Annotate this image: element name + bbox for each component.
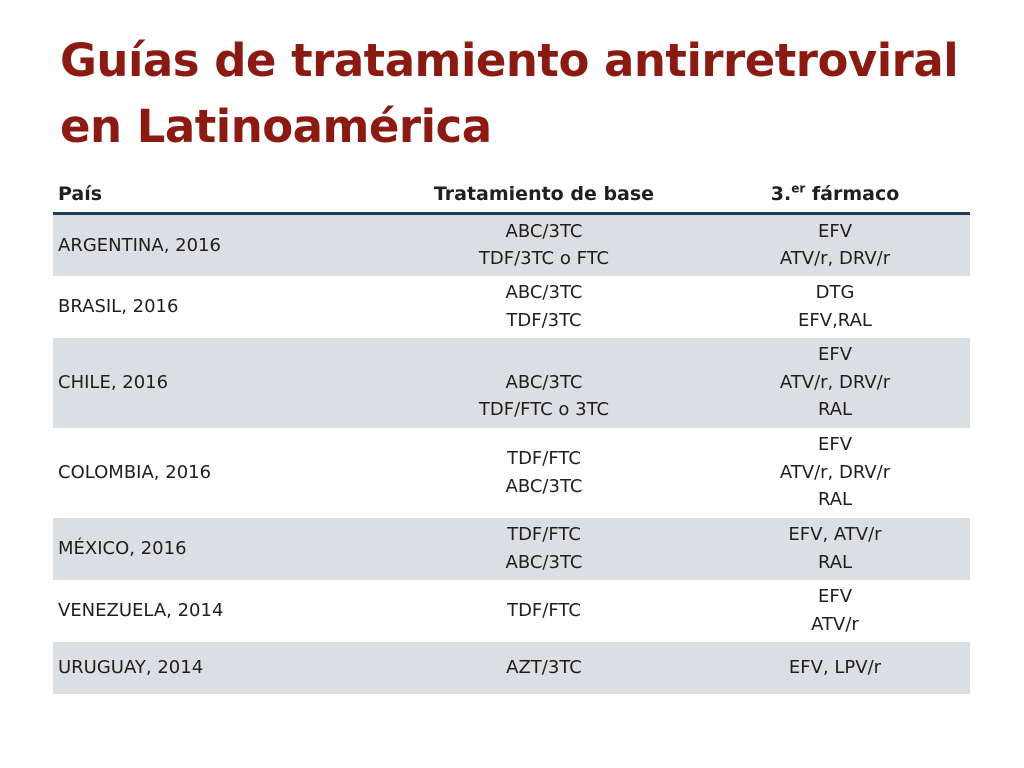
cell-line: EFV, ATV/r (788, 524, 882, 545)
cell-line: ABC/3TC (505, 371, 583, 393)
cell-tercer-farmaco (700, 518, 970, 580)
cell-line: EFV (817, 434, 853, 456)
cell-pais: CHILE, 2016 (53, 338, 388, 428)
slide-title (60, 28, 980, 160)
cell-tratamiento-base (388, 428, 700, 518)
table-row (53, 518, 970, 580)
cell-line: ATV/r (811, 613, 859, 635)
cell-line: ABC/3TC (505, 475, 583, 497)
table-row (53, 642, 970, 694)
cell-line: ABC/3TC (505, 220, 583, 242)
cell-line: ATV/r, DRV/r (779, 371, 891, 393)
cell-line: TDF/FTC (507, 448, 581, 469)
cell-line: TDF/FTC o 3TC (478, 399, 610, 421)
cell-line: RAL (817, 399, 853, 421)
cell-tercer-farmaco (700, 642, 970, 694)
cell-line: ABC/3TC (505, 282, 583, 303)
slide-title-line-2: en Latinoamérica (60, 100, 492, 153)
header-tercer-farmaco (700, 176, 970, 214)
header-drug-superscript: er (791, 181, 806, 196)
table-row (53, 214, 970, 276)
cell-line: EFV, LPV/r (788, 656, 882, 678)
cell-tratamiento-base (388, 276, 700, 338)
cell-line: EFV (817, 344, 853, 366)
cell-tratamiento-base (388, 518, 700, 580)
header-pais: País (53, 176, 388, 214)
table-row (53, 428, 970, 518)
cell-tercer-farmaco (700, 214, 970, 276)
cell-line: RAL (817, 489, 853, 511)
cell-line: ATV/r, DRV/r (779, 461, 891, 483)
cell-pais: MÉXICO, 2016 (53, 518, 388, 580)
cell-line: TDF/FTC (507, 599, 581, 621)
cell-line: EFV (817, 586, 853, 607)
cell-tratamiento-base (388, 580, 700, 642)
cell-pais: ARGENTINA, 2016 (53, 214, 388, 276)
table-row (53, 580, 970, 642)
cell-line (388, 341, 700, 369)
cell-tratamiento-base (388, 214, 700, 276)
table-row (53, 338, 970, 428)
cell-line: AZT/3TC (506, 656, 582, 678)
cell-pais: COLOMBIA, 2016 (58, 461, 212, 483)
header-drug-prefix: 3. (770, 183, 792, 205)
cell-line: ATV/r, DRV/r (779, 248, 891, 270)
cell-tercer-farmaco (700, 580, 970, 642)
cell-line: TDF/FTC (507, 524, 581, 545)
cell-pais: VENEZUELA, 2014 (58, 599, 224, 621)
cell-line: EFV,RAL (798, 309, 872, 331)
cell-line: DTG (815, 282, 855, 303)
cell-line: TDF/3TC (506, 309, 582, 331)
cell-line: EFV (817, 220, 853, 242)
cell-tercer-farmaco (700, 338, 970, 428)
header-drug-suffix: fármaco (805, 183, 900, 205)
treatment-guidelines-table (53, 176, 970, 694)
cell-pais: URUGUAY, 2014 (53, 642, 388, 694)
table-row (53, 276, 970, 338)
cell-tercer-farmaco (700, 276, 970, 338)
cell-tratamiento-base (388, 338, 700, 428)
cell-tratamiento-base (388, 642, 700, 694)
cell-tercer-farmaco (700, 428, 970, 518)
slide-title-line-1: Guías de tratamiento antirretroviral (60, 34, 959, 87)
table-body (53, 214, 970, 694)
cell-line: ABC/3TC (505, 551, 583, 573)
cell-pais: BRASIL, 2016 (58, 295, 179, 317)
table-header-row (53, 176, 970, 214)
cell-line: RAL (817, 551, 853, 573)
header-tratamiento-base: Tratamiento de base (388, 176, 700, 214)
cell-line: TDF/3TC o FTC (478, 248, 610, 270)
